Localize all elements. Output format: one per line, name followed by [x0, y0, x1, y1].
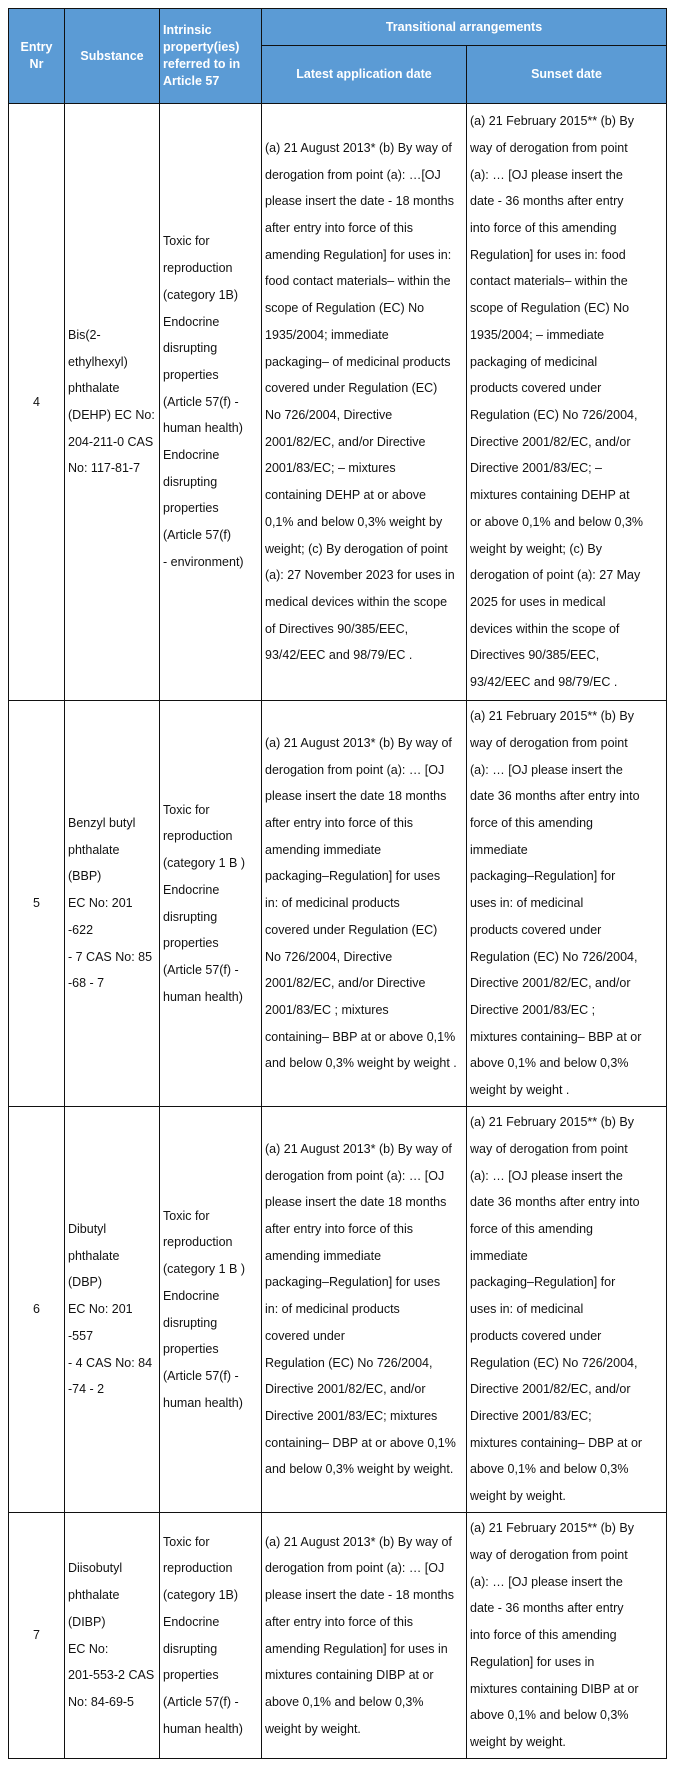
header-substance: Substance: [65, 9, 160, 104]
substance-cell: Dibutyl phthalate (DBP) EC No: 201 -557 - 4 CAS No: 84 -74 - 2: [65, 1107, 160, 1513]
intrinsic-property-cell: Toxic for reproduction (category 1 B ) Endocrine disrupting properties (Article 57(f) - human health): [160, 701, 262, 1107]
header-entry-nr: Entry Nr: [9, 9, 65, 104]
substance-cell: Bis(2-ethylhexyl) phthalate (DEHP) EC No: 204-211-0 CAS No: 117-81-7: [65, 104, 160, 701]
entry-nr-cell: 6: [9, 1107, 65, 1513]
header-sunset-date: Sunset date: [467, 46, 667, 104]
entry-nr-cell: 5: [9, 701, 65, 1107]
latest-application-date-cell: (a) 21 August 2013* (b) By way of derogation from point (a): … [OJ please insert the date 18 months after entry into force of this amending immediate packaging–Regulation] for uses in: of medicinal products covered under Regulation (EC) No 726/2004, Directive 2001/82/EC, and/or Directive 2001/83/EC ; mixtures containing– BBP at or above 0,1% and below 0,3% weight by weight .: [262, 701, 467, 1107]
table-row: [9, 1107, 667, 1513]
document-page: [8, 8, 666, 1759]
header-intrinsic-property: Intrinsic property(ies) referred to in Article 57: [160, 9, 262, 104]
sunset-date-cell: (a) 21 February 2015** (b) By way of derogation from point (a): … [OJ please insert the date 36 months after entry into force of this amending immediate packaging–Regulation] for uses in: of medicinal products covered under Regulation (EC) No 726/2004, Directive 2001/82/EC, and/or Directive 2001/83/EC ; mixtures containing– BBP at or above 0,1% and below 0,3% weight by weight .: [467, 701, 667, 1107]
substance-cell: Diisobutyl phthalate (DIBP) EC No: 201-553-2 CAS No: 84-69-5: [65, 1513, 160, 1759]
latest-application-date-cell: (a) 21 August 2013* (b) By way of derogation from point (a): … [OJ please insert the date 18 months after entry into force of this amending immediate packaging–Regulation] for uses in: of medicinal products covered under Regulation (EC) No 726/2004, Directive 2001/82/EC, and/or Directive 2001/83/EC; mixtures containing– DBP at or above 0,1% and below 0,3% weight by weight.: [262, 1107, 467, 1513]
table-row: [9, 104, 667, 701]
sunset-date-cell: (a) 21 February 2015** (b) By way of derogation from point (a): … [OJ please insert the date - 36 months after entry into force of this amending Regulation] for uses in mixtures containing DIBP at or above 0,1% and below 0,3% weight by weight.: [467, 1513, 667, 1759]
entry-nr-cell: 4: [9, 104, 65, 701]
table-row: [9, 1513, 667, 1759]
latest-application-date-cell: (a) 21 August 2013* (b) By way of derogation from point (a): … [OJ please insert the date - 18 months after entry into force of this amending Regulation] for uses in mixtures containing DIBP at or above 0,1% and below 0,3% weight by weight.: [262, 1513, 467, 1759]
sunset-date-cell: (a) 21 February 2015** (b) By way of derogation from point (a): … [OJ please insert the date - 36 months after entry into force of this amending Regulation] for uses in: food contact materials– within the scope of Regulation (EC) No 1935/2004; – immediate packaging of medicinal products covered under Regulation (EC) No 726/2004, Directive 2001/82/EC, and/or Directive 2001/83/EC; – mixtures containing DEHP at or above 0,1% and below 0,3% weight by weight; (c) By derogation of point (a): 27 May 2025 for uses in medical devices within the scope of Directives 90/385/EEC, 93/42/EEC and 98/79/EC .: [467, 104, 667, 701]
table-row: [9, 701, 667, 1107]
header-transitional-arrangements: Transitional arrangements: [262, 9, 667, 46]
intrinsic-property-cell: Toxic for reproduction (category 1B) Endocrine disrupting properties (Article 57(f) - human health): [160, 1513, 262, 1759]
transitional-arrangements-table: [8, 8, 667, 1759]
intrinsic-property-cell: Toxic for reproduction (category 1 B ) Endocrine disrupting properties (Article 57(f) - human health): [160, 1107, 262, 1513]
latest-application-date-cell: (a) 21 August 2013* (b) By way of derogation from point (a): …[OJ please insert the date - 18 months after entry into force of this amending Regulation] for uses in: food contact materials– within the scope of Regulation (EC) No 1935/2004; immediate packaging– of medicinal products covered under Regulation (EC) No 726/2004, Directive 2001/82/EC, and/or Directive 2001/83/EC; – mixtures containing DEHP at or above 0,1% and below 0,3% weight by weight; (c) By derogation of point (a): 27 November 2023 for uses in medical devices within the scope of Directives 90/385/EEC, 93/42/EEC and 98/79/EC .: [262, 104, 467, 701]
substance-cell: Benzyl butyl phthalate (BBP) EC No: 201 -622 - 7 CAS No: 85 -68 - 7: [65, 701, 160, 1107]
entry-nr-cell: 7: [9, 1513, 65, 1759]
sunset-date-cell: (a) 21 February 2015** (b) By way of derogation from point (a): … [OJ please insert the date 36 months after entry into force of this amending immediate packaging–Regulation] for uses in: of medicinal products covered under Regulation (EC) No 726/2004, Directive 2001/82/EC, and/or Directive 2001/83/EC; mixtures containing– DBP at or above 0,1% and below 0,3% weight by weight.: [467, 1107, 667, 1513]
intrinsic-property-cell: Toxic for reproduction (category 1B) Endocrine disrupting properties (Article 57(f) - human health) Endocrine disrupting properties (Article 57(f) - environment): [160, 104, 262, 701]
header-latest-application-date: Latest application date: [262, 46, 467, 104]
